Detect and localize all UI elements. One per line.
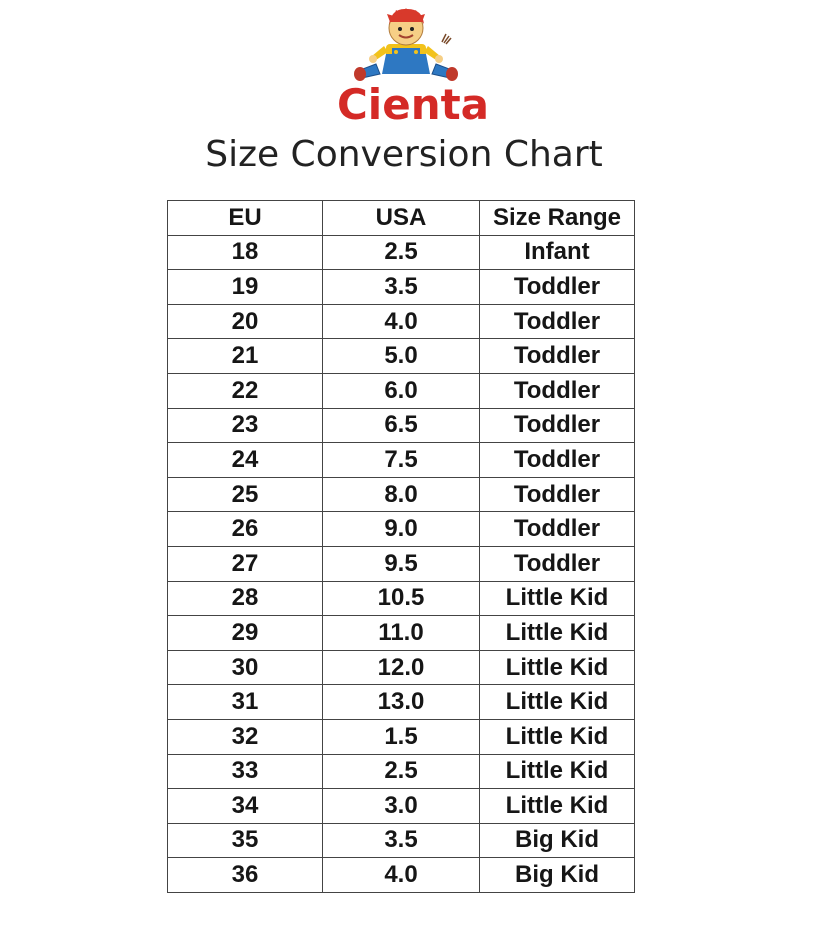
cell-usa: 3.5 xyxy=(323,270,480,305)
cell-size-range: Little Kid xyxy=(480,685,635,720)
cell-usa: 6.5 xyxy=(323,408,480,443)
cell-eu: 26 xyxy=(168,512,323,547)
cell-size-range: Toddler xyxy=(480,512,635,547)
cell-size-range: Toddler xyxy=(480,546,635,581)
cell-size-range: Toddler xyxy=(480,477,635,512)
cell-usa: 6.0 xyxy=(323,373,480,408)
cell-size-range: Big Kid xyxy=(480,858,635,893)
cell-usa: 10.5 xyxy=(323,581,480,616)
size-conversion-table xyxy=(167,200,635,893)
cell-eu: 34 xyxy=(168,789,323,824)
cell-usa: 1.5 xyxy=(323,719,480,754)
table-row xyxy=(168,823,635,858)
cell-size-range: Little Kid xyxy=(480,616,635,651)
cell-usa: 3.5 xyxy=(323,823,480,858)
cell-size-range: Infant xyxy=(480,235,635,270)
cell-usa: 12.0 xyxy=(323,650,480,685)
table-row xyxy=(168,339,635,374)
header-eu: EU xyxy=(168,201,323,236)
cell-eu: 20 xyxy=(168,304,323,339)
cell-eu: 33 xyxy=(168,754,323,789)
cell-usa: 3.0 xyxy=(323,789,480,824)
table-header-row xyxy=(168,201,635,236)
cell-size-range: Toddler xyxy=(480,408,635,443)
cell-eu: 29 xyxy=(168,616,323,651)
table-row xyxy=(168,581,635,616)
table-row xyxy=(168,270,635,305)
cell-size-range: Toddler xyxy=(480,373,635,408)
table-row xyxy=(168,443,635,478)
cell-usa: 9.0 xyxy=(323,512,480,547)
cell-usa: 7.5 xyxy=(323,443,480,478)
header-usa: USA xyxy=(323,201,480,236)
cell-eu: 23 xyxy=(168,408,323,443)
cell-eu: 19 xyxy=(168,270,323,305)
cell-size-range: Little Kid xyxy=(480,650,635,685)
cell-eu: 27 xyxy=(168,546,323,581)
table-row xyxy=(168,650,635,685)
table-row xyxy=(168,235,635,270)
cell-size-range: Toddler xyxy=(480,304,635,339)
cell-usa: 4.0 xyxy=(323,304,480,339)
cell-size-range: Little Kid xyxy=(480,719,635,754)
cell-size-range: Toddler xyxy=(480,339,635,374)
cell-size-range: Little Kid xyxy=(480,581,635,616)
cell-eu: 36 xyxy=(168,858,323,893)
table-row xyxy=(168,373,635,408)
table-row xyxy=(168,304,635,339)
cell-usa: 5.0 xyxy=(323,339,480,374)
cell-eu: 31 xyxy=(168,685,323,720)
cell-eu: 22 xyxy=(168,373,323,408)
cell-usa: 9.5 xyxy=(323,546,480,581)
cell-usa: 13.0 xyxy=(323,685,480,720)
header-size-range: Size Range xyxy=(480,201,635,236)
table-row xyxy=(168,546,635,581)
cell-eu: 35 xyxy=(168,823,323,858)
table-row xyxy=(168,512,635,547)
cell-usa: 11.0 xyxy=(323,616,480,651)
cell-eu: 32 xyxy=(168,719,323,754)
cell-eu: 25 xyxy=(168,477,323,512)
table-row xyxy=(168,719,635,754)
cell-eu: 18 xyxy=(168,235,323,270)
table-row xyxy=(168,858,635,893)
cell-eu: 28 xyxy=(168,581,323,616)
page-title: Size Conversion Chart xyxy=(205,134,603,175)
cell-size-range: Little Kid xyxy=(480,754,635,789)
cell-size-range: Toddler xyxy=(480,443,635,478)
cell-eu: 24 xyxy=(168,443,323,478)
table-row xyxy=(168,789,635,824)
table-row xyxy=(168,408,635,443)
cell-eu: 30 xyxy=(168,650,323,685)
mascot-logo-icon xyxy=(354,4,458,86)
cell-eu: 21 xyxy=(168,339,323,374)
cell-size-range: Toddler xyxy=(480,270,635,305)
cell-usa: 4.0 xyxy=(323,858,480,893)
table-body xyxy=(168,235,635,892)
cell-size-range: Big Kid xyxy=(480,823,635,858)
table-row xyxy=(168,685,635,720)
brand-logo xyxy=(0,0,826,175)
cell-size-range: Little Kid xyxy=(480,789,635,824)
brand-name: Cienta xyxy=(336,80,490,129)
table-row xyxy=(168,477,635,512)
table-row xyxy=(168,754,635,789)
cell-usa: 2.5 xyxy=(323,235,480,270)
cell-usa: 2.5 xyxy=(323,754,480,789)
table-row xyxy=(168,616,635,651)
cell-usa: 8.0 xyxy=(323,477,480,512)
